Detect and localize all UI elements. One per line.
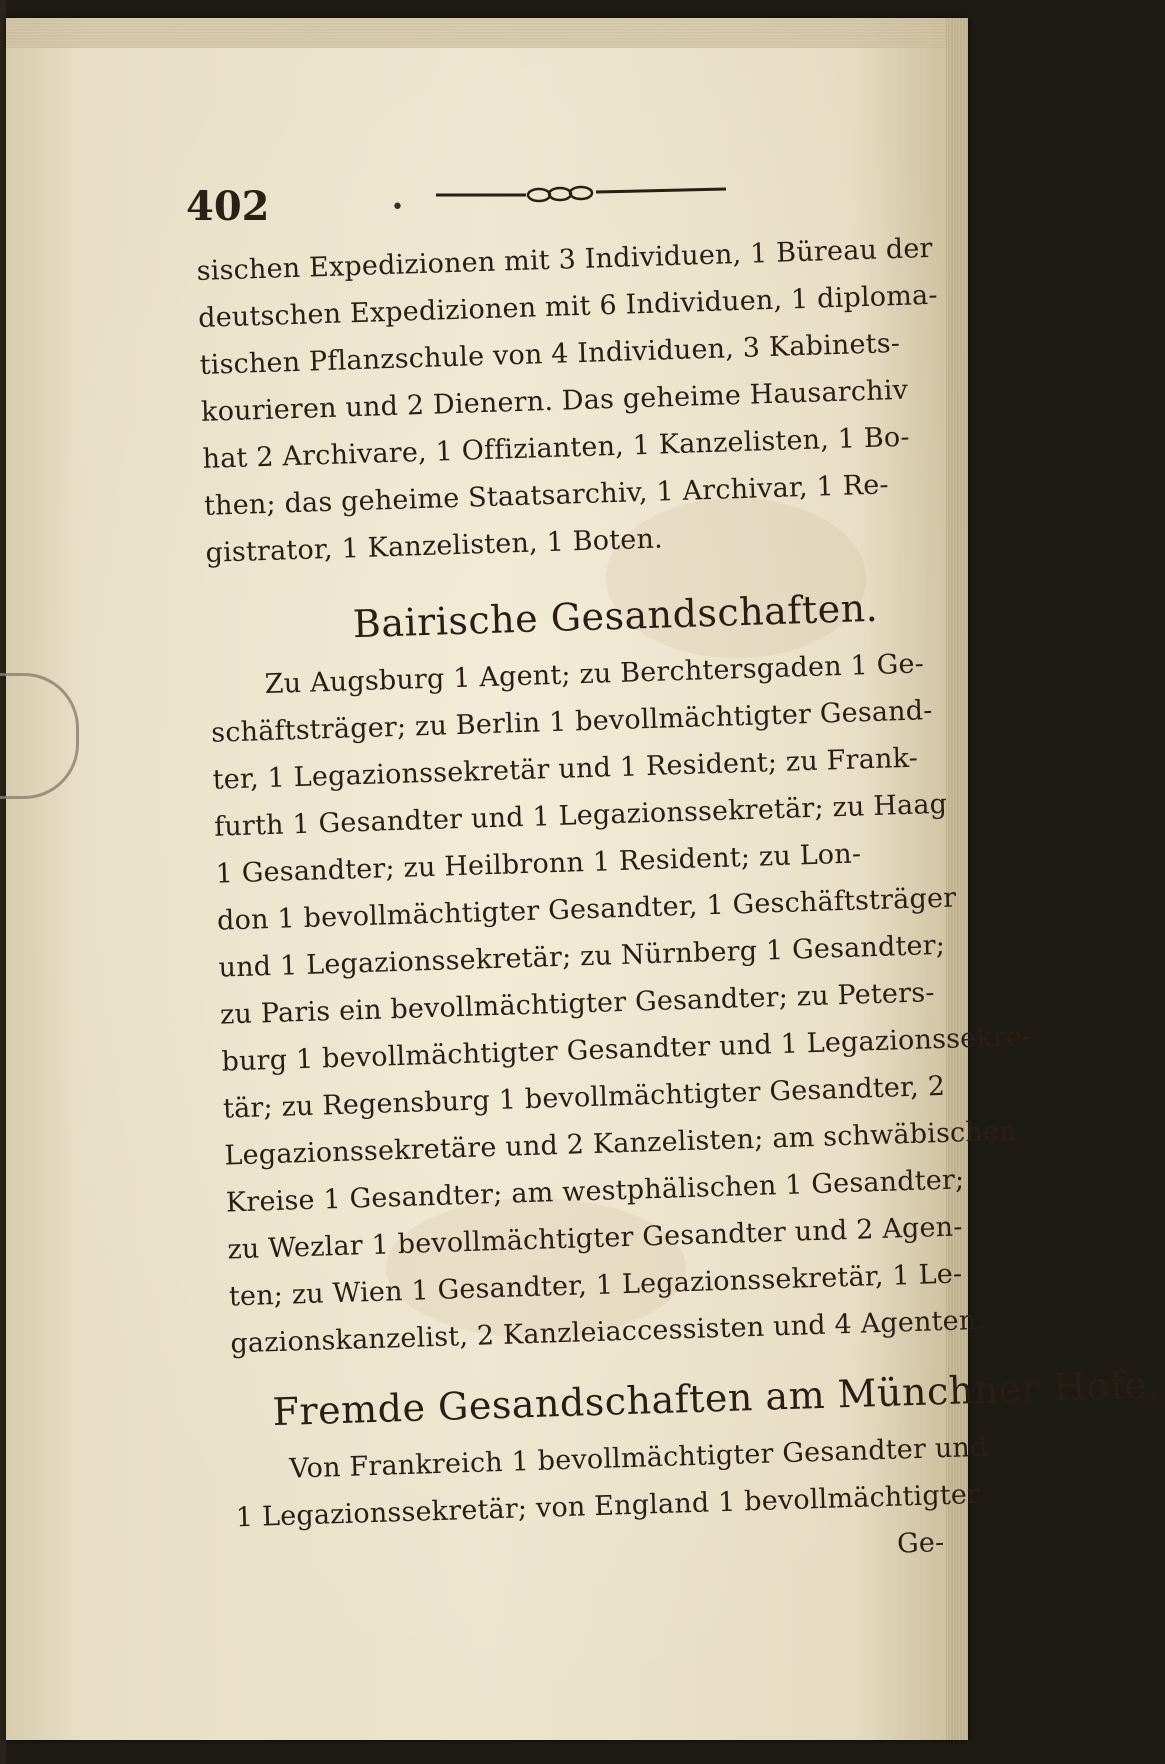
page-clip bbox=[0, 673, 79, 799]
text-line: 1 Gesandter; zu Heilbronn 1 Resident; zu Lon- bbox=[215, 838, 862, 890]
section-bairische bbox=[209, 640, 1032, 1368]
text-line: kourieren und 2 Dienern. Das geheime Hausarchiv bbox=[200, 374, 909, 428]
text-line: ter, 1 Legazionssekretär und 1 Resident; zu Frank- bbox=[212, 742, 919, 796]
section-continuation bbox=[196, 225, 946, 577]
text-line: ten; zu Wien 1 Gesandter, 1 Legazionssekretär, 1 Le- bbox=[228, 1258, 963, 1313]
header-ornament bbox=[436, 183, 736, 213]
text-line: furth 1 Gesandter und 1 Legazionssekretär; zu Haag bbox=[213, 788, 948, 843]
text-line: und 1 Legazionssekretär; zu Nürnberg 1 Gesandter; bbox=[218, 929, 946, 984]
section-heading-fremde: Fremde Gesandschaften am Münchner Hofe. bbox=[271, 1362, 1161, 1435]
text-line: Von Frankreich 1 bevollmächtigter Gesandter und bbox=[288, 1431, 988, 1485]
text-line: schäftsträger; zu Berlin 1 bevollmächtigter Gesand- bbox=[210, 695, 934, 749]
catchword: Ge- bbox=[896, 1527, 945, 1560]
text-line: deutschen Expedizionen mit 6 Individuen, 1 diploma- bbox=[197, 279, 939, 334]
text-line: zu Paris ein bevollmächtigter Gesandter; zu Peters- bbox=[219, 977, 936, 1031]
text-line: tär; zu Regensburg 1 bevollmächtigter Gesandter, 2 bbox=[222, 1070, 946, 1125]
text-line: hat 2 Archivare, 1 Offizianten, 1 Kanzelisten, 1 Bo- bbox=[202, 421, 911, 475]
page-number: 402 bbox=[186, 183, 270, 230]
text-line: gistrator, 1 Kanzelisten, 1 Boten. bbox=[205, 523, 664, 569]
text-line: Zu Augsburg 1 Agent; zu Berchtersgaden 1 Ge- bbox=[264, 648, 925, 701]
book-page bbox=[6, 18, 1161, 1740]
text-line: tischen Pflanzschule von 4 Individuen, 3 Kabinets- bbox=[199, 327, 901, 381]
page-text bbox=[196, 225, 1161, 1589]
text-line: Legazionssekretäre und 2 Kanzelisten; am schwäbischen bbox=[224, 1115, 1018, 1172]
text-line: gazionskanzelist, 2 Kanzleiaccessisten und 4 Agenten. bbox=[229, 1304, 986, 1360]
section-heading-bairische: Bairische Gesandschaften. bbox=[352, 585, 879, 647]
page-top-edge bbox=[6, 18, 968, 48]
text-line: then; das geheime Staatsarchiv, 1 Archivar, 1 Re- bbox=[203, 469, 890, 522]
header-dot: • bbox=[391, 195, 404, 220]
text-line: Kreise 1 Gesandter; am westphälischen 1 Gesandter; bbox=[225, 1164, 965, 1219]
text-line: 1 Legazionssekretär; von England 1 bevollmächtigter bbox=[235, 1478, 981, 1534]
text-line: sischen Expedizionen mit 3 Individuen, 1 Büreau der bbox=[196, 232, 934, 287]
text-line: zu Wezlar 1 bevollmächtigter Gesandter und 2 Agen- bbox=[227, 1211, 964, 1266]
section-fremde bbox=[234, 1424, 988, 1588]
text-line: don 1 bevollmächtigter Gesandter, 1 Geschäftsträger bbox=[216, 882, 957, 937]
text-line: burg 1 bevollmächtigter Gesandter und 1 Legazionssekre- bbox=[221, 1021, 1032, 1078]
